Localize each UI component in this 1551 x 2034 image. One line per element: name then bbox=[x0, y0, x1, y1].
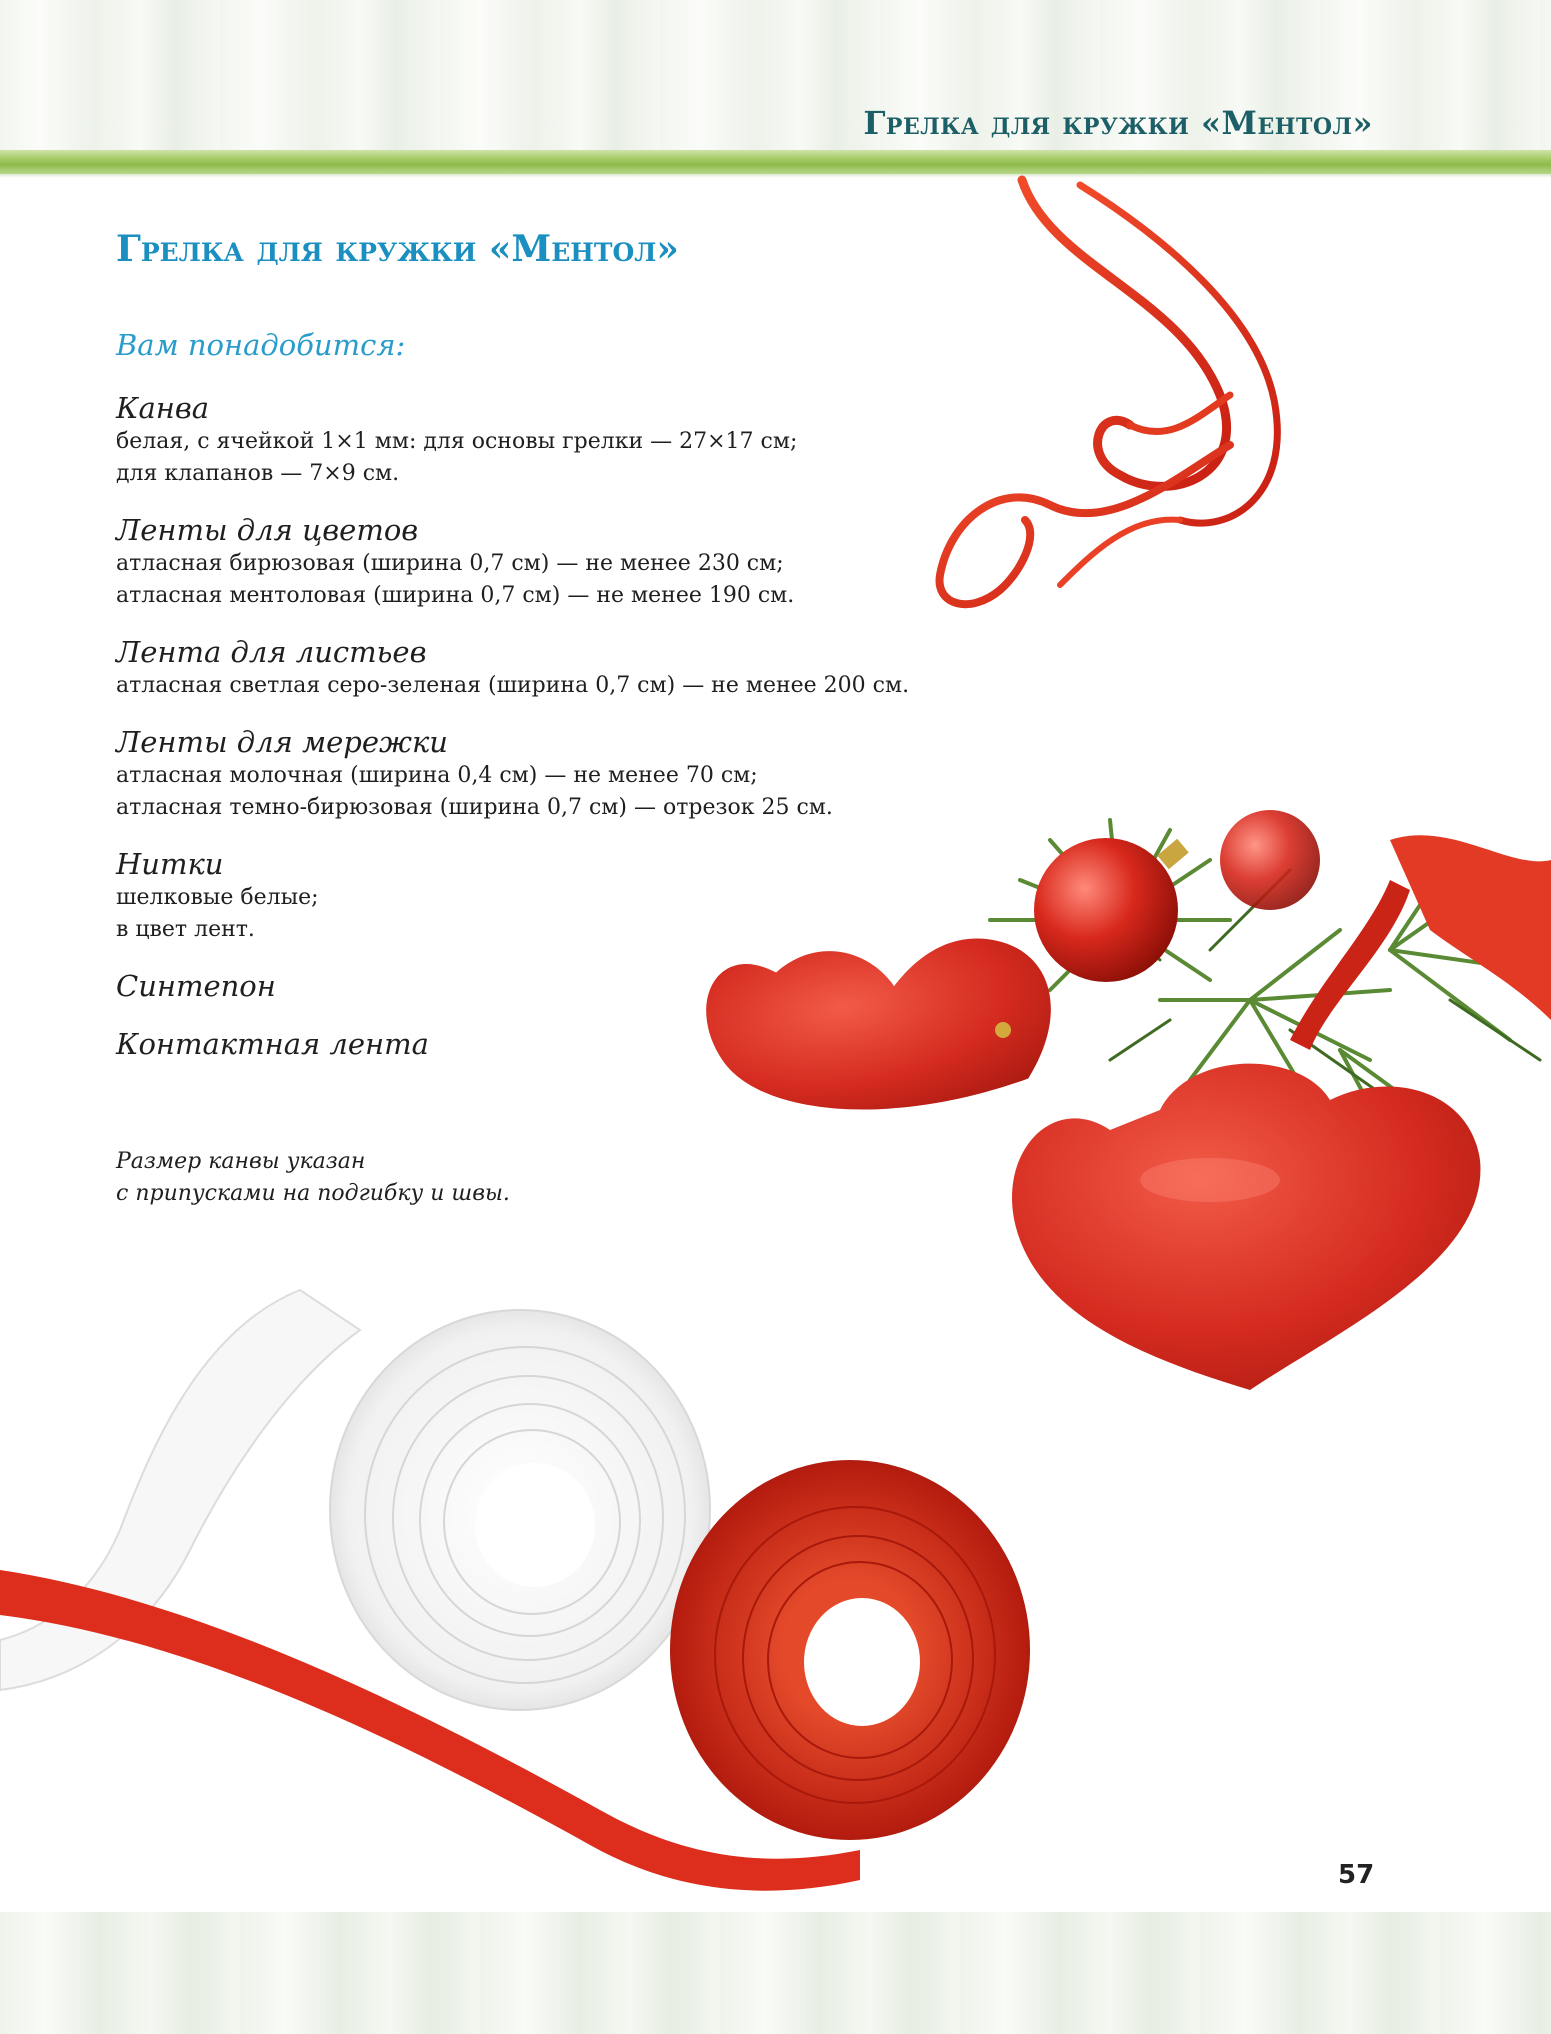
material-line: атласная ментоловая (ширина 0,7 см) — не менее 190 см. bbox=[116, 583, 795, 608]
material-line: в цвет лент. bbox=[116, 917, 255, 942]
material-line: для клапанов — 7×9 см. bbox=[116, 461, 400, 486]
running-header: Грелка для кружки «Ментол» bbox=[863, 104, 1373, 142]
material-group bbox=[116, 634, 1016, 702]
material-group bbox=[116, 512, 1016, 612]
material-heading: Ленты для цветов bbox=[116, 513, 419, 547]
material-group bbox=[116, 390, 1016, 490]
curled-red-ribbon-image bbox=[930, 175, 1310, 625]
material-line: атласная светлая серо-зеленая (ширина 0,7 см) — не менее 200 см. bbox=[116, 673, 910, 698]
material-line: атласная молочная (ширина 0,4 см) — не менее 70 см; bbox=[116, 763, 758, 788]
material-line: шелковые белые; bbox=[116, 885, 319, 910]
material-heading: Лента для листьев bbox=[116, 635, 427, 669]
ribbon-rolls-image bbox=[0, 1270, 1100, 1910]
material-heading: Синтепон bbox=[116, 969, 276, 1003]
header-rule bbox=[0, 150, 1551, 174]
material-heading: Контактная лента bbox=[116, 1027, 429, 1061]
material-line: атласная темно-бирюзовая (ширина 0,7 см) — отрезок 25 см. bbox=[116, 795, 833, 820]
note-line: Размер канвы указан bbox=[116, 1149, 366, 1174]
material-heading: Ленты для мережки bbox=[116, 725, 448, 759]
header-rule-shadow bbox=[0, 174, 1551, 178]
page-title: Грелка для кружки «Ментол» bbox=[116, 228, 679, 270]
material-line: белая, с ячейкой 1×1 мм: для основы грелки — 27×17 см; bbox=[116, 429, 798, 454]
materials-label: Вам понадобится: bbox=[116, 328, 406, 362]
material-line: атласная бирюзовая (ширина 0,7 см) — не менее 230 см; bbox=[116, 551, 784, 576]
page-number: 57 bbox=[1338, 1860, 1375, 1890]
note-line: с припусками на подгибку и швы. bbox=[116, 1181, 510, 1206]
material-heading: Канва bbox=[116, 391, 210, 425]
note bbox=[116, 1146, 510, 1210]
material-heading: Нитки bbox=[116, 847, 224, 881]
footer-background bbox=[0, 1912, 1551, 2034]
